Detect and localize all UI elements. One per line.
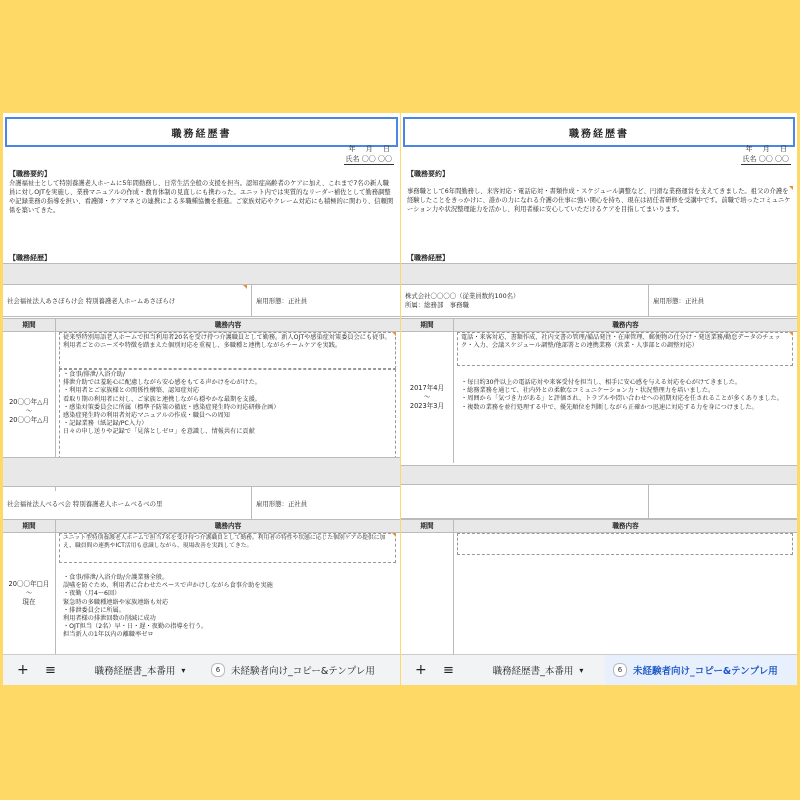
company-row-1 [3,284,400,317]
sheet-tab-production[interactable] [473,655,603,685]
company-name: 株式会社〇〇〇〇（従業員数約100名） [405,292,520,300]
all-sheets-menu-icon[interactable]: ≡ [443,662,454,678]
period-separator: 〜 [25,406,33,415]
company-cell-empty[interactable] [401,484,649,518]
grey-spacer-row [401,263,797,285]
sheet-tab-bar [3,654,400,685]
job-description-list-1[interactable] [59,369,396,459]
job-description-empty[interactable] [457,533,793,555]
document-title[interactable]: 職務経歴書 [5,117,398,147]
comment-marker [392,533,396,537]
company-row-2 [3,486,400,520]
employment-cell-empty[interactable] [649,484,797,518]
employment-type[interactable]: 雇用形態：正社員 [653,296,705,305]
add-sheet-button[interactable]: + [415,662,427,678]
list-item: ・排泄委員会に所属。 [63,606,125,614]
comment-marker [789,186,793,190]
company-row-2-empty [401,484,797,519]
list-item: 緊急時の多職種連絡や家族連絡も対応 [63,598,169,606]
chevron-down-icon[interactable]: ▾ [181,665,186,675]
comment-marker [243,285,247,289]
right-sheet-panel [401,113,797,685]
grey-spacer-row [401,465,797,485]
list-item: 日々の申し送りや記録で「見落としゼロ」を意識し、情報共有に貢献 [63,428,255,436]
list-item: 誤嚥を防ぐため、利用者に合わせたペースで声かけしながら食事介助を実施 [63,582,273,590]
company-cell[interactable] [401,284,649,316]
left-sheet-panel [3,113,400,685]
list-item: ・周囲から「気づき力がある」と評価され、トラブルや問い合わせへの初期対応を任されることが多くありました。 [461,395,783,403]
sheet-tab-label: 未経験者向け_コピー&テンプレ用 [231,666,375,677]
sheet-tab-label: 未経験者向け_コピー&テンプレ用 [633,666,778,677]
date-field[interactable]: 年 月 日 [348,145,394,153]
list-item: 利用者様の排泄回数の削減に成功 [63,615,156,623]
table-header-1 [3,318,400,332]
name-field[interactable]: 氏名 〇〇 〇〇 [345,155,392,163]
period-cell-2[interactable] [3,532,56,655]
sheet-tab-label: 職務経歴書_本番用 [94,666,176,677]
col-period[interactable]: 期間 [3,520,56,532]
grey-spacer-row [3,457,400,487]
period-end: 20〇〇年△月 [9,415,49,424]
table-header-2 [3,519,400,533]
period-cell-empty[interactable] [401,532,454,655]
sheet-tab-template[interactable] [211,655,400,685]
sheet-tab-production[interactable] [75,655,205,685]
list-item: ・毎日約30件以上の電話応対や来客受付を担当し、相手に安心感を与える対応を心がけてきました。 [461,379,742,386]
summary-heading[interactable]: 【職務要約】 [9,170,51,178]
list-item: 排泄介助では羞恥心に配慮しながら安心感をもてる声かけを心がけた。 [63,379,261,387]
period-separator: 〜 [25,589,33,597]
list-item: ・総務業務を通じて、社内外との柔軟なコミュニケーション力・状況整理力を培いました。 [461,387,715,395]
list-item: ・夜勤（月4〜6回） [63,590,121,598]
list-item: ・感染対策委員会に所属（標準予防策の徹底・感染症発生時の対応研修企画） [63,403,280,411]
list-item: ・OJT担当（2名）早・日・遅・夜勤の指導を行う。 [63,623,208,631]
col-description[interactable]: 職務内容 [612,522,639,530]
col-description[interactable]: 職務内容 [214,321,242,329]
summary-text[interactable]: 介護福祉士として特別養護老人ホームに5年間勤務し、日常生活全般の支援を担当。認知症高齢者のケアに加え、これまで7名の新人職員に対しOJTを実施し、業務マニュアルの作成・教育体制の見直しにも携わった。ユニット内では実質的なリーダー補佐として勤務調整や記録業務の指導を担い、看護師・ケアマネとの連携による多職種協働を推進。ご家族対応やクレーム対応にも積極的に関わり、信頼関係を築いてきた。 [9,180,394,214]
comment-marker [392,332,396,336]
summary-text[interactable]: 事務職として6年間勤務し、来客対応・電話応対・書類作成・スケジュール調整など、円滑な業務運営を支えてきました。祖父の介護を経験したことをきっかけに、誰かの力になれる介護の仕事に強い関心を持ち、現在は初任者研修を受講中です。前職で培ったコミュニケーション力や状況整理能力を活かし、利用者様に安心していただけるケアを目指してまいります。 [407,188,791,213]
sheet-tab-label: 職務経歴書_本番用 [492,666,574,677]
add-sheet-button[interactable]: + [17,662,29,678]
sheet-tab-bar [401,654,797,685]
sheet-tab-template-active[interactable] [605,655,797,685]
table-header-2 [401,519,797,533]
history-heading[interactable]: 【職務経歴】 [407,254,449,262]
table-header-1 [401,318,797,332]
period-end: 2023年3月 [409,401,445,410]
document-title[interactable]: 職務経歴書 [403,117,795,147]
company-name[interactable]: 社会福祉法人べるべ会 特別養護老人ホームべるべの里 [3,487,252,519]
company-name[interactable]: 社会福祉法人あさぼらけ会 特別養護老人ホームあさぼらけ [3,284,252,316]
company-row-1 [401,284,797,317]
list-item: ・食事/排泄/入浴介助/介護業務全般。 [63,574,169,581]
employment-type[interactable]: 雇用形態：正社員 [256,499,308,508]
summary-heading[interactable]: 【職務要約】 [407,170,449,178]
list-item: 感染症発生時の利用者対応マニュアルの作成・職員への周知 [63,412,230,420]
period-start: 2017年4月 [409,383,445,392]
period-start: 20〇〇年△月 [9,397,49,406]
all-sheets-menu-icon[interactable]: ≡ [45,662,56,678]
job-description-top-2[interactable]: ユニット型特別養護老人ホームで担当7名を受け持つ介護職員として勤務。利用者の特性や状態に応じた個別ケアの提供に加え、職員間の連携やICT活用も意識しながら、現場改善を実践してきた。 [59,533,396,563]
grey-spacer-row [3,263,400,285]
col-description[interactable]: 職務内容 [612,321,639,329]
job-description-top-1[interactable]: 従来型特別用語老人ホームで担当利用者20名を受け持つ介護職員として勤務。新人OJTや感染症対策委員会にも従事。利用者ごとのニーズや特徴を踏まえた個別対応を重視し、多職種と連携しながらチームケアを実践。 [59,332,396,369]
list-item: ・利用者とご家族様との関係性構築、認知症対応 [63,387,200,395]
comment-marker [789,332,793,336]
date-field[interactable]: 年 月 日 [745,145,791,153]
list-item: 看取り期の利用者に対し、ご家族と連携しながら穏やかな最期を支援。 [63,395,261,403]
list-item: ・複数の業務を並行処理する中で、優先順位を判断しながら正確かつ迅速に対応する力を身につけました。 [461,403,758,411]
list-item: ・記録業務（紙記録/PC入力） [63,420,148,428]
col-period[interactable]: 期間 [401,319,454,331]
history-heading[interactable]: 【職務経歴】 [9,254,51,262]
tab-number-badge: 6 [613,663,627,677]
col-period[interactable]: 期間 [3,319,56,331]
period-cell-1[interactable] [401,331,454,463]
list-item: ・食事/排泄/入浴介助/ [63,371,125,378]
employment-type[interactable]: 雇用形態：正社員 [256,296,308,305]
left-sheet-content [3,113,400,655]
tab-number-badge: 6 [211,663,225,677]
chevron-down-icon[interactable]: ▾ [579,665,584,675]
job-description-list-1[interactable] [457,377,793,465]
job-description-list-2[interactable] [59,572,396,655]
period-start: 20〇〇年□月 [8,580,50,588]
col-period[interactable]: 期間 [401,520,454,532]
period-end: 現在 [22,598,36,606]
department: 所属：総務部 事務職 [405,301,469,309]
name-field[interactable]: 氏名 〇〇 〇〇 [742,155,789,163]
period-separator: 〜 [423,392,431,401]
col-description[interactable]: 職務内容 [214,522,242,530]
job-description-top-1[interactable]: 電話・来客対応、書類作成、社内文書の管理/備品発注・在庫管理、郵便物の仕分け・発送業務/勤怠データのチェック・入力、会議スケジュール調整/他部署との連携業務（営業・人事部との調整対応） [457,332,793,366]
list-item: 担当新人の1年以内の離職率ゼロ [63,631,154,639]
right-sheet-content [401,113,797,655]
